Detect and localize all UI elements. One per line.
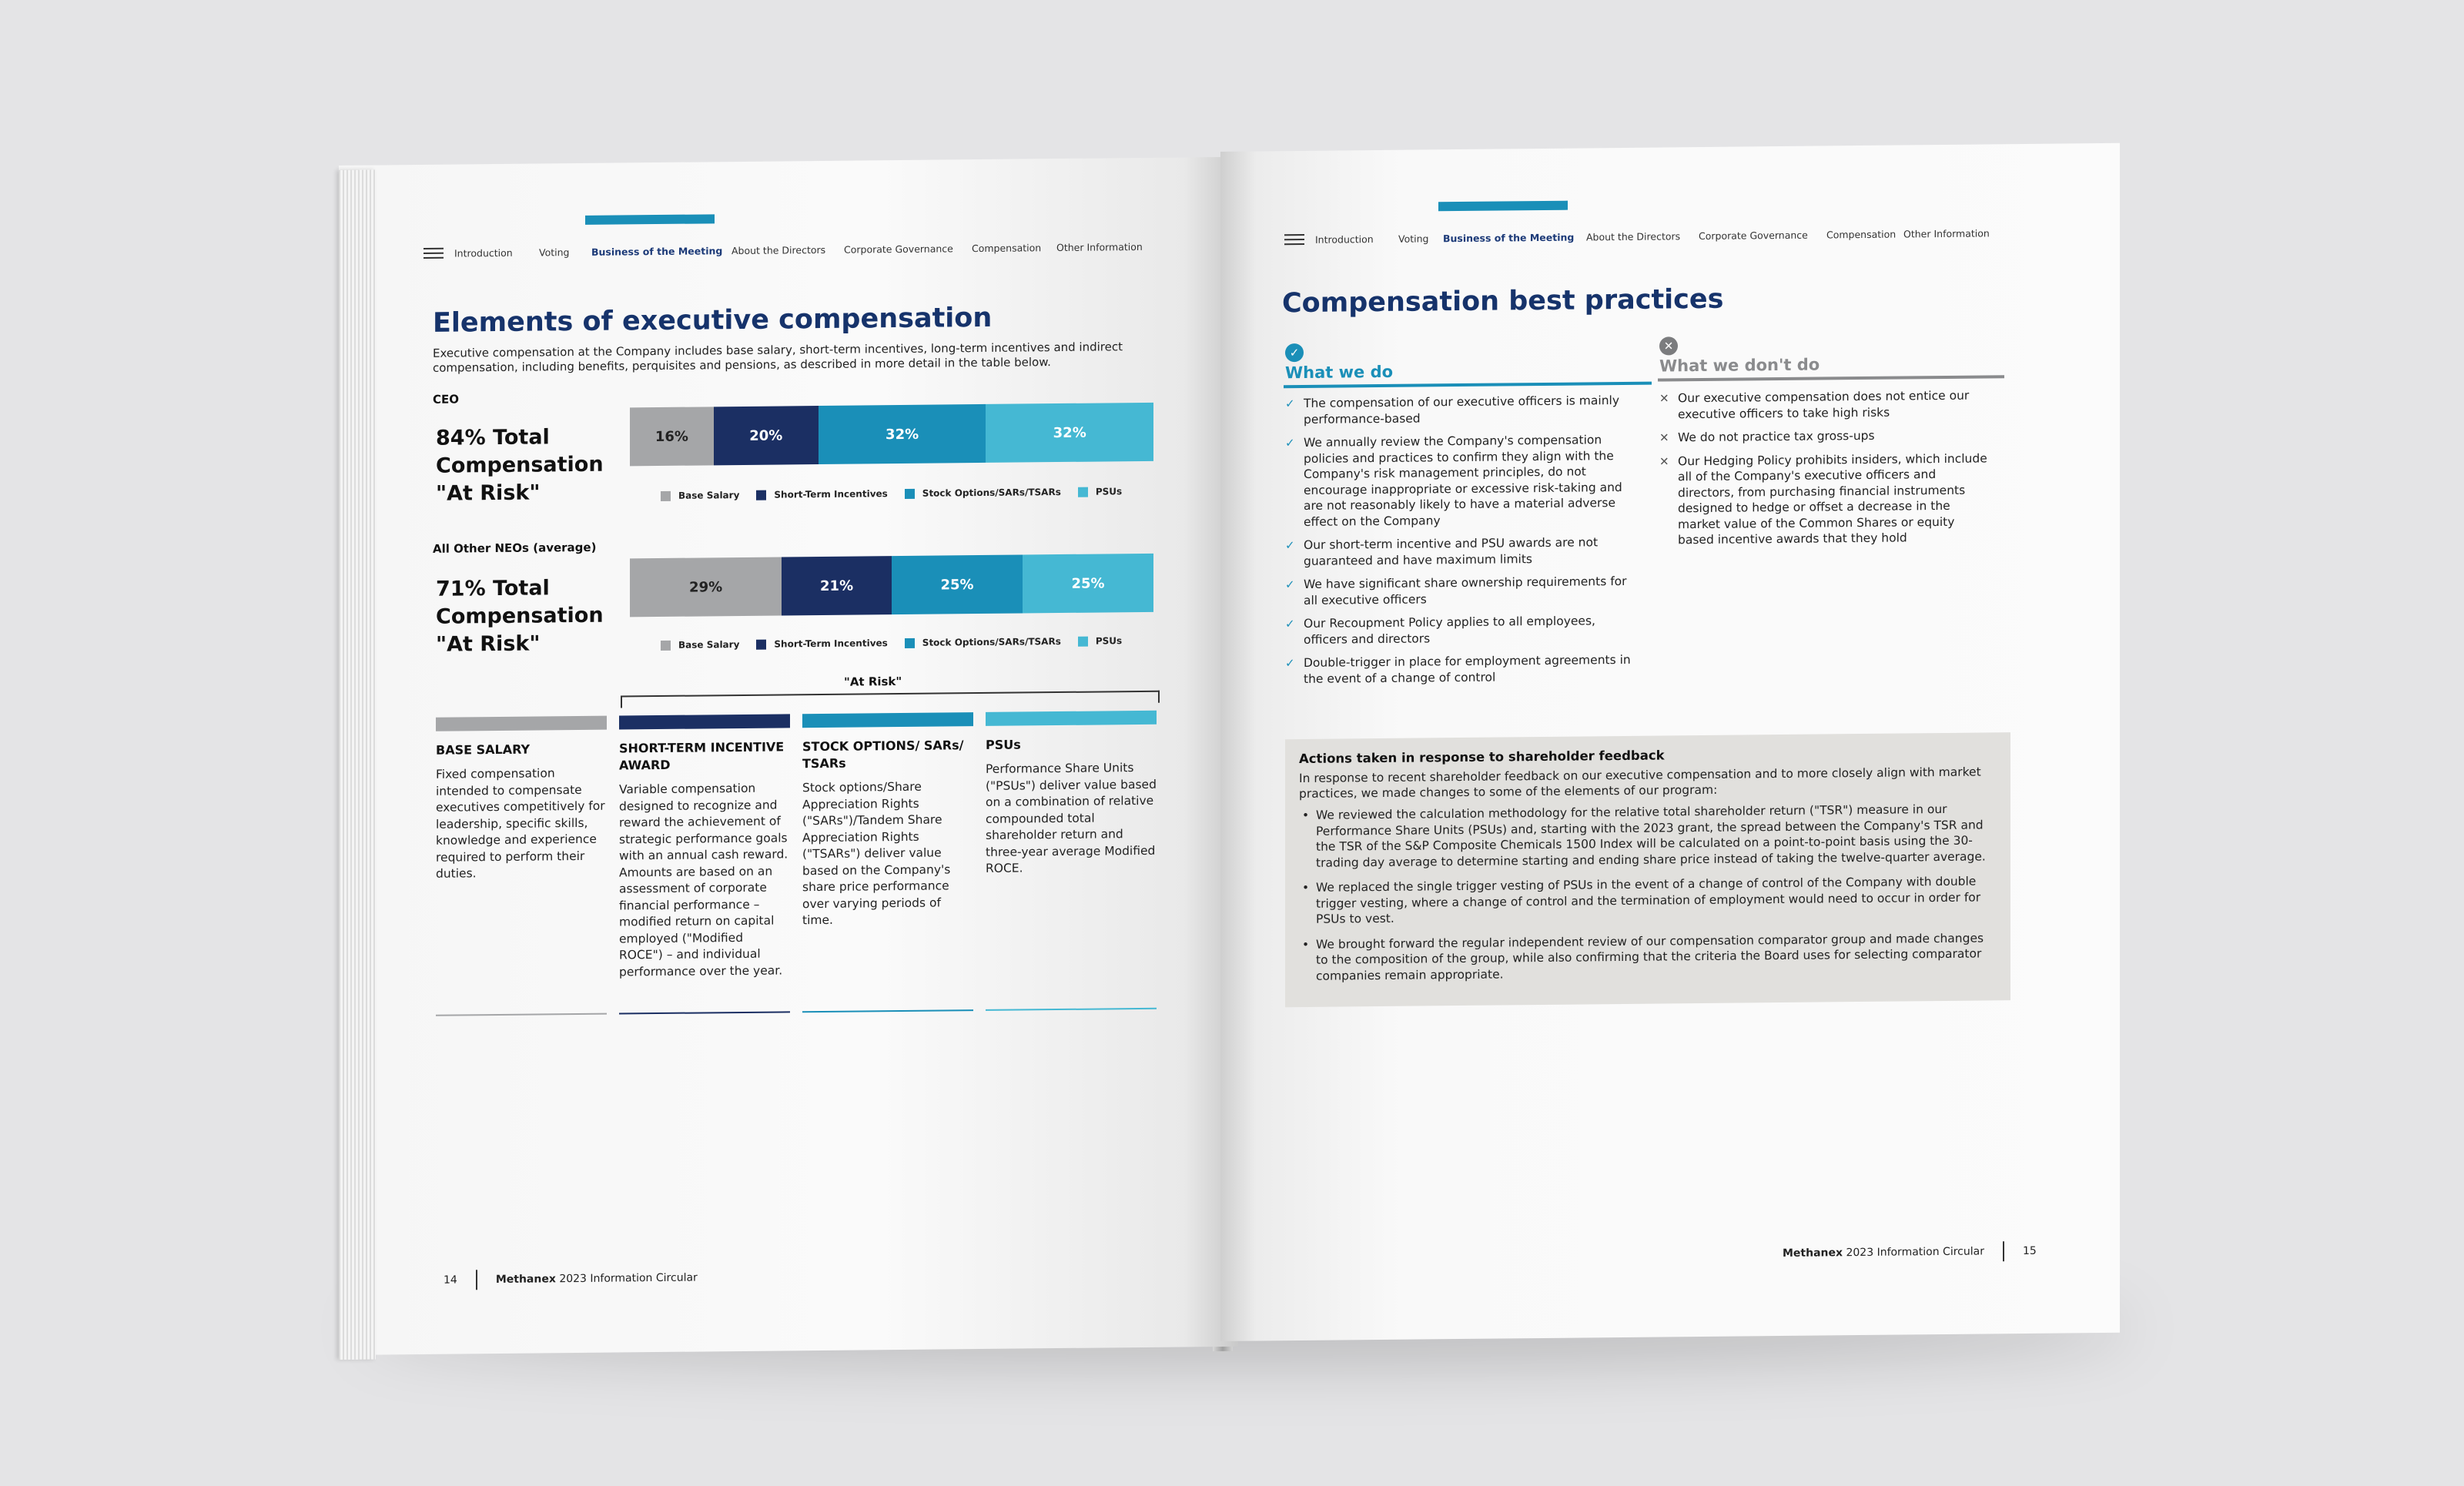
bar-segment-psus: 32% [986, 403, 1153, 463]
do-list-item [1285, 432, 1633, 530]
page-number: 15 [2022, 1244, 2037, 1257]
list-item-text: We do not practice tax gross-ups [1678, 428, 1875, 445]
footer-divider [2003, 1241, 2004, 1261]
legend-swatch [661, 490, 671, 500]
neo-chart-legend [661, 635, 1122, 651]
feedback-title: Actions taken in response to shareholder feedback [1299, 748, 1665, 767]
what-we-do-heading: What we do [1285, 362, 1394, 383]
ceo-at-risk-stat: 84% Total Compensation "At Risk" [436, 425, 604, 506]
nav-introduction[interactable]: Introduction [454, 246, 513, 259]
check-icon: ✓ [1285, 436, 1295, 450]
ceo-chart-legend [661, 486, 1122, 501]
what-we-do-list [1285, 393, 1633, 694]
legend-item [905, 636, 1061, 648]
bar-segment-base-salary: 29% [630, 557, 782, 617]
check-icon: ✓ [1285, 656, 1295, 671]
nav-voting[interactable]: Voting [1398, 233, 1429, 245]
list-item-text: Our Hedging Policy prohibits insiders, which include all of the Company's executive officers and directors, from purchasing financial instruments designed to hedge or offset a decrease in the market value of the Common Shares or equity based incentive awards that they hold [1678, 450, 1987, 547]
nav-corporate-governance[interactable]: Corporate Governance [844, 243, 953, 256]
footer-brand: Methanex [1783, 1247, 1843, 1260]
legend-label: Base Salary [678, 639, 740, 651]
neo-at-risk-stat: 71% Total Compensation "At Risk" [436, 576, 604, 657]
do-list-item [1285, 534, 1633, 569]
check-icon: ✓ [1285, 538, 1295, 553]
footer-doc-title: 2023 Information Circular [1846, 1245, 1984, 1260]
legend-swatch [1078, 487, 1088, 497]
short-term-color-bar [619, 714, 790, 729]
nav-business-of-the-meeting[interactable]: Business of the Meeting [591, 245, 723, 258]
legend-label: Stock Options/SARs/TSARs [922, 486, 1061, 499]
list-item-text: Our short-term incentive and PSU awards are not guaranteed and have maximum limits [1304, 535, 1599, 568]
x-icon: ✕ [1659, 430, 1669, 445]
column-body: Stock options/Share Appreciation Rights ("SARs")/Tandem Share Appreciation Rights ("TSARs") deliver value based on the Company's share price performance over varying periods of time. [802, 779, 951, 928]
column-body: Performance Share Units ("PSUs") deliver value based on a combination of relative compounded total shareholder return and three-year average Modified ROCE. [986, 761, 1157, 875]
legend-swatch [1078, 636, 1088, 646]
legend-swatch [905, 638, 915, 648]
bar-segment-stock-options-sars-tsars: 25% [892, 554, 1023, 614]
list-item-text: We reviewed the calculation methodology for the relative total shareholder return ("TSR") measure in our Performance Share Units (PSUs) and, starting with the 2023 grant, the spread between the Company's TSR and the TSR of the S&P Composite Chemicals 1500 Index will be calculated on a point-to-point basis using the 30-trading day average to determine starting and ending share price instead of taking the twelve-quarter average. [1316, 802, 1986, 870]
do-list-item [1285, 652, 1633, 687]
legend-item [661, 639, 739, 651]
legend-swatch [905, 488, 915, 498]
column-body: Fixed compensation intended to compensate executives competitively for leadership, specific skills, knowledge and experience required to perform their duties. [436, 766, 605, 881]
base-salary-color-bar [436, 716, 607, 731]
nav-compensation[interactable]: Compensation [1826, 228, 1897, 241]
nav-about-the-directors[interactable]: About the Directors [732, 243, 826, 257]
page-title: Compensation best practices [1282, 283, 1724, 320]
at-risk-bracket [621, 691, 1160, 708]
what-we-dont-do-heading: What we don't do [1659, 355, 1820, 376]
list-item-text: Double-trigger in place for employment agreements in the event of a change of control [1304, 652, 1631, 686]
legend-label: Short-Term Incentives [774, 638, 888, 650]
footer-doc-title: 2023 Information Circular [559, 1271, 698, 1286]
check-icon: ✓ [1285, 397, 1295, 411]
footer-brand: Methanex [495, 1273, 556, 1287]
active-tab-indicator [1438, 201, 1568, 212]
shareholder-feedback-box [1285, 732, 2010, 1007]
check-icon: ✓ [1285, 577, 1295, 592]
legend-label: Stock Options/SARs/TSARs [922, 635, 1061, 648]
psus-rule [986, 1008, 1157, 1011]
nav-corporate-governance[interactable]: Corporate Governance [1699, 229, 1808, 243]
column-title: SHORT-TERM INCENTIVE AWARD [619, 739, 785, 773]
stock-options-rule [802, 1009, 973, 1012]
left-page [339, 157, 1238, 1355]
legend-label: Short-Term Incentives [774, 488, 888, 500]
nav-business-of-the-meeting[interactable]: Business of the Meeting [1443, 231, 1575, 245]
legend-item [756, 638, 887, 650]
what-we-dont-do-list [1659, 387, 1990, 556]
left-nav-bar [424, 231, 1194, 269]
ceo-stacked-bar [630, 403, 1153, 467]
dont-list-item [1659, 427, 1990, 446]
right-footer [1783, 1241, 2037, 1263]
neo-label: All Other NEOs (average) [433, 540, 597, 556]
feedback-list-item [1299, 930, 1997, 984]
right-page [1220, 143, 2120, 1341]
feedback-intro: In response to recent shareholder feedback on our executive compensation and to more closely align with market practices, we made changes to some of the elements of our program: [1299, 765, 1981, 802]
footer-divider [476, 1270, 477, 1290]
short-term-rule [619, 1011, 790, 1014]
do-list-item [1285, 574, 1633, 608]
legend-label: PSUs [1095, 486, 1123, 497]
legend-label: PSUs [1095, 635, 1123, 647]
nav-other-information[interactable]: Other Information [1903, 227, 1990, 240]
nav-about-the-directors[interactable]: About the Directors [1586, 230, 1681, 243]
ceo-label: CEO [433, 392, 460, 407]
bar-segment-stock-options-sars-tsars: 32% [819, 404, 986, 464]
list-item-text: We replaced the single trigger vesting of PSUs in the event of a change of control of the Company with double trigger vesting, where a change of control and the termination of employment would need to occur in order for PSUs to vest. [1316, 874, 1981, 926]
column-title: PSUs [986, 737, 1021, 752]
page-number: 14 [444, 1273, 457, 1287]
nav-compensation[interactable]: Compensation [972, 242, 1042, 255]
bar-segment-short-term-incentives: 21% [782, 556, 892, 615]
intro-paragraph: Executive compensation at the Company includes base salary, short-term incentives, long-term incentives and indirect compensation, including benefits, perquisites and pensions, as described in more detail in the table below. [433, 340, 1123, 375]
legend-item [661, 490, 739, 501]
do-list-item [1285, 393, 1633, 427]
list-item-text: Our Recoupment Policy applies to all employees, officers and directors [1304, 614, 1595, 647]
check-icon: ✓ [1285, 617, 1295, 631]
legend-item [1078, 635, 1122, 647]
legend-label: Base Salary [678, 490, 740, 501]
hamburger-menu-icon[interactable] [1284, 234, 1304, 246]
feedback-list-item [1299, 801, 1997, 871]
nav-other-information[interactable]: Other Information [1056, 240, 1143, 254]
what-we-do-rule [1284, 382, 1652, 389]
bar-segment-short-term-incentives: 20% [714, 406, 819, 465]
list-item-text: Our executive compensation does not entice our executive officers to take high risks [1678, 388, 1970, 421]
neo-stacked-bar [630, 554, 1153, 617]
column-stock-options [802, 712, 973, 929]
x-icon: ✕ [1659, 391, 1669, 406]
legend-item [756, 488, 887, 500]
legend-swatch [756, 639, 766, 649]
what-we-dont-do-rule [1658, 375, 2004, 381]
column-title: BASE SALARY [436, 741, 531, 758]
dont-list-item [1659, 450, 1990, 548]
page-title: Elements of executive compensation [433, 302, 993, 339]
column-short-term-incentive [619, 714, 790, 980]
list-item-text: We brought forward the regular independent review of our compensation comparator group and made changes to the composition of the group, while also confirming that the criteria the Board uses for selecting comparator companies remain appropriate. [1316, 930, 1984, 983]
column-body: Variable compensation designed to recognize and reward the achievement of strategic performance goals with an annual cash reward. Amounts are based on an assessment of corporate financial performance – modified return on capital employed ("Modified ROCE") – and individual performance over the year. [619, 781, 788, 979]
feedback-list-item [1299, 873, 1997, 927]
psus-color-bar [986, 711, 1157, 726]
column-base-salary [436, 716, 607, 883]
do-list-item [1285, 613, 1633, 648]
stock-options-color-bar [802, 712, 973, 728]
dont-list-item [1659, 387, 1990, 422]
bar-segment-psus: 25% [1023, 554, 1153, 614]
column-psus [986, 711, 1157, 878]
base-salary-rule [436, 1013, 607, 1016]
x-circle-icon: ✕ [1659, 336, 1678, 355]
feedback-list [1299, 801, 1997, 984]
check-circle-icon: ✓ [1285, 343, 1304, 362]
legend-swatch [756, 490, 766, 500]
left-footer [444, 1268, 698, 1290]
column-title: STOCK OPTIONS/ SARs/ TSARs [802, 738, 964, 771]
right-nav-bar [1284, 218, 2054, 256]
nav-introduction[interactable]: Introduction [1315, 233, 1374, 246]
legend-item [905, 487, 1061, 499]
list-item-text: The compensation of our executive officers is mainly performance-based [1304, 393, 1620, 427]
list-item-text: We have significant share ownership requirements for all executive officers [1304, 574, 1627, 607]
active-tab-indicator [585, 214, 715, 225]
x-icon: ✕ [1659, 453, 1669, 469]
hamburger-menu-icon[interactable] [424, 248, 444, 260]
list-item-text: We annually review the Company's compensation policies and practices to confirm they align with the Company's risk management principles, do not encourage inappropriate or excessive risk-taking and are not reasonably likely to have a material adverse effect on the Company [1304, 433, 1622, 529]
bar-segment-base-salary: 16% [630, 407, 714, 466]
at-risk-heading: "At Risk" [844, 674, 902, 689]
legend-item [1078, 486, 1122, 497]
legend-swatch [661, 640, 671, 650]
nav-voting[interactable]: Voting [539, 246, 570, 259]
